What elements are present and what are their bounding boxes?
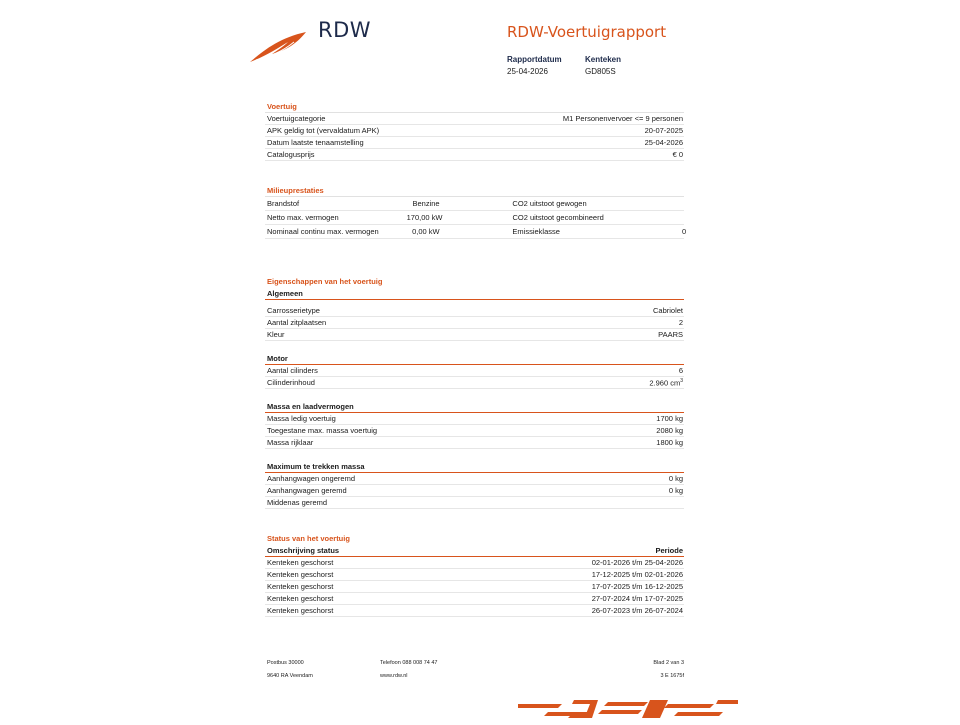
footer-phone: Telefoon 088 008 74 47 (380, 660, 438, 666)
status-period: 26-07-2023 t/m 26-07-2024 (591, 606, 683, 615)
status-table (265, 557, 684, 617)
row-label: CO2 uitstoot gecombineerd (512, 213, 604, 222)
table-row (265, 569, 684, 581)
footer-page-number: Blad 2 van 3 (653, 660, 684, 666)
vehicle-table (265, 113, 684, 161)
row-value: 0,00 kW (412, 227, 440, 236)
table-row (265, 317, 684, 329)
group-general-title: Algemeen (267, 289, 303, 298)
document-title: RDW-Voertuigrapport (507, 23, 667, 41)
table-row (265, 365, 684, 377)
status-period: 27-07-2024 t/m 17-07-2025 (591, 594, 683, 603)
table-row (265, 557, 684, 569)
table-row (265, 497, 684, 509)
footer-postbus: Postbus 30000 (267, 660, 304, 666)
table-row (265, 605, 684, 617)
group-mass-title: Massa en laadvermogen (267, 402, 354, 411)
row-value: 25-04-2026 (644, 138, 683, 147)
row-value: Benzine (412, 199, 440, 208)
engine-table (265, 365, 684, 389)
status-table-header (265, 546, 684, 555)
table-row (265, 305, 684, 317)
row-label: Massa rijklaar (267, 438, 314, 447)
table-row (265, 149, 684, 161)
status-period: 17-07-2025 t/m 16-12-2025 (591, 582, 683, 591)
row-label: Aantal cilinders (267, 366, 318, 375)
status-description: Kenteken geschorst (267, 606, 334, 615)
row-label: Massa ledig voertuig (267, 414, 336, 423)
divider (265, 299, 684, 300)
footer-website[interactable]: www.rdw.nl (380, 673, 408, 679)
row-label: Cilinderinhoud (267, 378, 315, 387)
row-value: 170,00 kW (406, 213, 443, 222)
row-value: 2080 kg (656, 426, 683, 435)
row-value: M1 Personenvervoer <= 9 personen (562, 114, 683, 123)
row-value: 6 (678, 366, 683, 375)
mass-table (265, 413, 684, 449)
table-row (265, 473, 684, 485)
table-row (265, 225, 687, 239)
row-value: Cabriolet (652, 306, 683, 315)
table-row (265, 137, 684, 149)
row-value: 0 kg (668, 486, 683, 495)
row-label: Voertuigcategorie (267, 114, 326, 123)
status-period: 02-01-2026 t/m 25-04-2026 (591, 558, 683, 567)
decorative-stripes (518, 698, 738, 725)
table-row (265, 113, 684, 125)
row-value: 1800 kg (656, 438, 683, 447)
table-row (265, 329, 684, 341)
table-row (265, 425, 684, 437)
column-header-description: Omschrijving status (267, 546, 340, 555)
row-label: APK geldig tot (vervaldatum APK) (267, 126, 380, 135)
row-value: 2.960 $cm^3$ (649, 377, 683, 388)
report-date-label: Rapportdatum (507, 55, 562, 64)
row-value: 0 (682, 227, 687, 236)
rdw-logo (248, 18, 378, 66)
row-value: 0 kg (668, 474, 683, 483)
plate-value: GD805S (585, 67, 616, 76)
status-period: 17-12-2025 t/m 02-01-2026 (591, 570, 683, 579)
environment-table (265, 197, 687, 239)
brand-name: RDW (318, 18, 372, 42)
table-row (265, 485, 684, 497)
section-vehicle-title: Voertuig (267, 102, 297, 111)
table-row (265, 377, 684, 389)
row-label: Catalogusprijs (267, 150, 315, 159)
table-row (265, 593, 684, 605)
table-row (265, 125, 684, 137)
table-row (265, 413, 684, 425)
row-label: Brandstof (267, 199, 300, 208)
row-label: Nominaal continu max. vermogen (267, 227, 379, 236)
row-label: Aantal zitplaatsen (267, 318, 327, 327)
row-value: 20-07-2025 (644, 126, 683, 135)
row-value: 2 (678, 318, 683, 327)
status-description: Kenteken geschorst (267, 594, 334, 603)
row-label: Toegestane max. massa voertuig (267, 426, 378, 435)
table-row (265, 211, 684, 225)
section-environment-title: Milieuprestaties (267, 186, 324, 195)
rdw-feather-icon (248, 30, 310, 64)
row-value: PAARS (658, 330, 683, 339)
row-label: Aanhangwagen geremd (267, 486, 347, 495)
row-value: 1700 kg (656, 414, 683, 423)
column-header-period: Periode (655, 546, 683, 555)
row-label: Middenas geremd (267, 498, 328, 507)
group-engine-title: Motor (267, 354, 288, 363)
row-label: Emissieklasse (512, 227, 560, 236)
section-properties-title: Eigenschappen van het voertuig (267, 277, 383, 286)
section-status-title: Status van het voertuig (267, 534, 350, 543)
row-label: Netto max. vermogen (267, 213, 339, 222)
status-description: Kenteken geschorst (267, 558, 334, 567)
status-description: Kenteken geschorst (267, 582, 334, 591)
towing-table (265, 473, 684, 509)
row-value: € 0 (672, 150, 683, 159)
row-label: CO2 uitstoot gewogen (512, 199, 587, 208)
table-row (265, 437, 684, 449)
footer-city: 9640 RA Veendam (267, 673, 313, 679)
row-label: Carrosserietype (267, 306, 320, 315)
row-label: Datum laatste tenaamstelling (267, 138, 364, 147)
row-label: Kleur (267, 330, 285, 339)
general-table (265, 305, 684, 341)
status-description: Kenteken geschorst (267, 570, 334, 579)
license-plate-stripes-icon (518, 698, 738, 720)
table-row (265, 581, 684, 593)
group-towing-title: Maximum te trekken massa (267, 462, 365, 471)
table-row (265, 197, 684, 211)
report-date-value: 25-04-2026 (507, 67, 548, 76)
footer-code: 3 E 1675f (660, 673, 684, 679)
row-label: Aanhangwagen ongeremd (267, 474, 355, 483)
plate-label: Kenteken (585, 55, 622, 64)
